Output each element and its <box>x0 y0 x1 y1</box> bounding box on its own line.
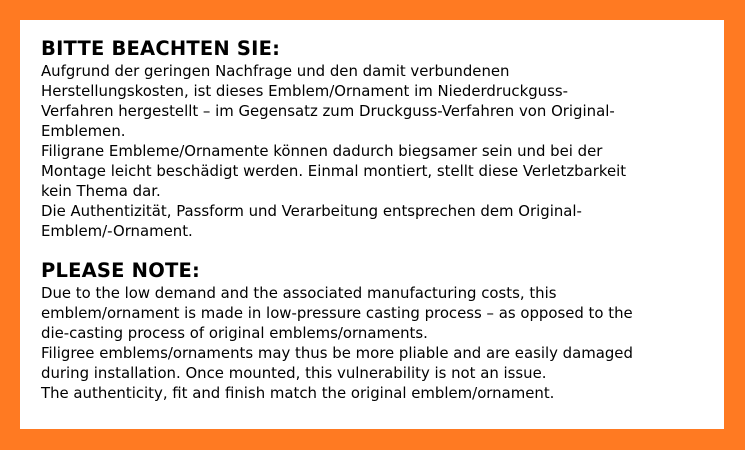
english-heading: PLEASE NOTE: <box>41 259 200 282</box>
text-line: die-casting process of original emblems/ornaments. <box>41 324 428 342</box>
text-line: Due to the low demand and the associated manufacturing costs, this <box>41 284 557 302</box>
german-notice <box>41 37 724 241</box>
text-line: The authenticity, fit and finish match the original emblem/ornament. <box>41 384 555 402</box>
text-line: Verfahren hergestellt – im Gegensatz zum Druckguss-Verfahren von Original- <box>41 102 615 120</box>
text-line: Montage leicht beschädigt werden. Einmal montiert, stellt diese Verletzbarkeit <box>41 162 627 180</box>
text-line: Die Authentizität, Passform und Verarbeitung entsprechen dem Original- <box>41 202 582 220</box>
text-line: Emblemen. <box>41 122 126 140</box>
german-heading: BITTE BEACHTEN SIE: <box>41 37 281 60</box>
text-line: during installation. Once mounted, this vulnerability is not an issue. <box>41 364 547 382</box>
text-line: Filigree emblems/ornaments may thus be more pliable and are easily damaged <box>41 344 633 362</box>
text-line: Filigrane Embleme/Ornamente können dadurch biegsamer sein und bei der <box>41 142 603 160</box>
text-line: Emblem/-Ornament. <box>41 222 193 240</box>
notice-panel <box>20 20 724 429</box>
english-notice <box>41 259 724 403</box>
english-text <box>41 283 724 403</box>
text-line: emblem/ornament is made in low-pressure casting process – as opposed to the <box>41 304 633 322</box>
text-line: Aufgrund der geringen Nachfrage und den damit verbundenen <box>41 62 510 80</box>
german-text <box>41 61 724 241</box>
text-line: kein Thema dar. <box>41 182 161 200</box>
text-line: Herstellungskosten, ist dieses Emblem/Ornament im Niederdruckguss- <box>41 82 568 100</box>
